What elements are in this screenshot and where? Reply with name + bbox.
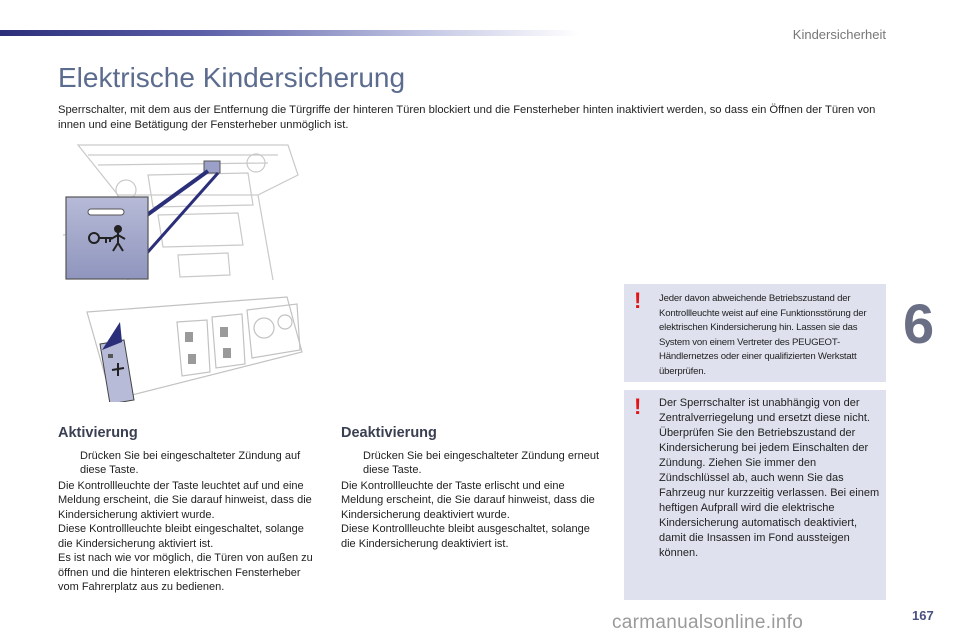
warning-exclamation-icon: ! xyxy=(634,288,642,313)
intro-paragraph: Sperrschalter, mit dem aus der Entfernung die Türgriffe der hinteren Türen blockiert und die Fensterheber hinten inaktiviert werden, so dass ein Öffnen der Türen von innen und eine Betätigung der Fensterheber unmöglich ist. xyxy=(58,104,876,131)
activation-step-text: Drücken Sie bei eingeschalteter Zündung auf diese Taste. xyxy=(80,449,301,476)
warning-note-malfunction xyxy=(624,284,886,382)
header-accent-bar xyxy=(0,30,580,36)
watermark: carmanualsonline.info xyxy=(612,612,804,633)
activation-line-3: Es ist nach wie vor möglich, die Türen von außen zu öffnen und die hinteren elektrischen Fensterheber vom Fahrerplatz aus zu bedienen. xyxy=(58,552,313,593)
deactivation-line-2: Diese Kontrollleuchte bleibt ausgeschaltet, solange die Kindersicherung deaktiviert ist. xyxy=(341,523,590,550)
warning-exclamation-icon: ! xyxy=(634,394,642,419)
deactivation-step-text: Drücken Sie bei eingeschalteter Zündung erneut diese Taste. xyxy=(363,449,600,476)
warning-note-text: Der Sperrschalter ist unabhängig von der Zentralverriegelung und ersetzt diese nicht. Überprüfen Sie den Betriebszustand der Kindersicherung bei jedem Einschalten der Zündung. Ziehen Sie immer den Zündschlüssel ab, auch wenn Sie das Fahrzeug nur kurzzeitig verlassen. Bei einem heftigen Aufprall wird die elektrische Kindersicherung automatisch deaktiviert, damit die Insassen im Fond aussteigen können. xyxy=(659,397,880,559)
deactivation-step xyxy=(341,449,603,478)
warning-note-independence xyxy=(624,390,886,600)
activation-heading: Aktivierung xyxy=(58,425,138,441)
dashboard-switch-illustration xyxy=(58,135,303,285)
activation-step xyxy=(58,449,320,478)
page-title: Elektrische Kindersicherung xyxy=(58,62,406,93)
bullet-marker-icon xyxy=(341,449,363,478)
chapter-number: 6 xyxy=(903,292,935,355)
activation-section xyxy=(58,426,320,595)
activation-line-1: Die Kontrollleuchte der Taste leuchtet auf und eine Meldung erscheint, die Sie darauf hinweist, dass die Kindersicherung aktiviert wurde. xyxy=(58,479,312,521)
activation-line-2: Diese Kontrollleuchte bleibt eingeschaltet, solange die Kindersicherung aktiviert ist. xyxy=(58,523,304,550)
deactivation-heading: Deaktivierung xyxy=(341,425,437,441)
warning-note-text: Jeder davon abweichende Betriebszustand der Kontrollleuchte weist auf eine Funktionsstörung der elektrischen Kindersicherung hin. Lassen sie das System von einem Vertreter des PEUGEOT-Händlernetzes oder einer qualifizierten Werkstatt überprüfen. xyxy=(659,293,867,377)
section-title: Kindersicherheit xyxy=(792,27,886,42)
door-panel-switch-illustration xyxy=(82,292,307,402)
deactivation-line-1: Die Kontrollleuchte der Taste erlischt und eine Meldung erscheint, die Sie darauf hinweist, dass die Kindersicherung deaktiviert wurde. xyxy=(341,479,595,521)
bullet-marker-icon xyxy=(58,449,80,478)
deactivation-section xyxy=(341,426,603,551)
page-number: 167 xyxy=(912,608,934,623)
